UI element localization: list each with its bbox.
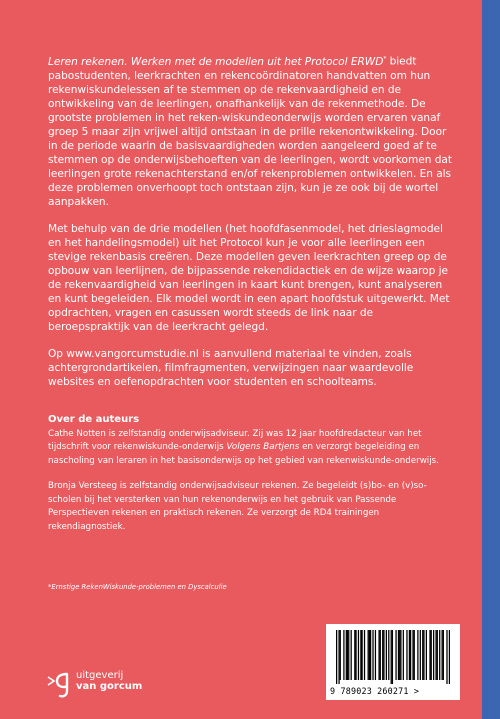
barcode-bar (437, 630, 438, 680)
barcode-bar (439, 630, 440, 680)
barcode-bar (347, 630, 348, 680)
barcode-bar (372, 630, 373, 680)
blurb-paragraph-2: Met behulp van de drie modellen (het hoofdfasenmodel, het drieslagmodel en het handelingsmodel) uit het Protocol kun je voor alle leerlingen een stevige rekenbasis creëren. Deze modellen geven leerkrachten greep op de opbouw van leerlijnen, de bijpassende rekendidactiek en de wijze waarop je de rekenvaardigheid van leerlingen in kaart kunt brengen, kunt analyseren en kunt begeleiden. Elk model wordt in een apart hoofdstuk uitgewerkt. Met opdrachten, vragen en casussen wordt steeds de link naar de beroepspraktijk van de leerkracht gelegd. (48, 222, 450, 333)
barcode-bar (410, 630, 411, 680)
barcode-bar (392, 630, 393, 684)
blurb (48, 52, 458, 389)
barcode-bar (391, 630, 392, 684)
barcode-bar (338, 630, 339, 684)
spine-strip (482, 0, 500, 719)
barcode-bar (399, 630, 400, 680)
footnote: *Ernstige RekenWiskunde-problemen en Dyscalculie (48, 583, 227, 591)
publisher-logo-icon (46, 664, 72, 698)
barcode-bar (414, 630, 415, 680)
barcode-bar (380, 630, 381, 680)
publisher-logo (46, 664, 142, 698)
about-authors (48, 413, 458, 535)
barcode-bar (351, 630, 352, 680)
isbn-barcode (326, 624, 460, 700)
barcode-bar (398, 630, 399, 680)
isbn-number: 9 789023 260271 > (330, 686, 420, 696)
barcode-bar (336, 630, 337, 684)
barcode-bar (443, 630, 444, 680)
barcode-bar (354, 630, 355, 680)
barcode-bar (382, 630, 383, 680)
barcode-bar (340, 630, 341, 680)
barcode-bar (426, 630, 427, 680)
barcode-bar (435, 630, 436, 680)
magazine-title: Volgens Bartjens (226, 442, 300, 453)
barcode-bar (431, 630, 432, 680)
book-title-italic: Leren rekenen. Werken met de modellen uit het Protocol ERWD* (48, 55, 387, 68)
back-cover-text (48, 52, 458, 546)
barcode-bar (420, 630, 421, 680)
barcode-bar (378, 630, 379, 680)
barcode-bar (360, 630, 361, 680)
author-1-bio: Cathe Notten is zelfstandig onderwijsadviseur. Zij was 12 jaar hoofdredacteur van het tijdschrift voor rekenwiskunde-onderwijs Volgens Bartjens en verzorgt begeleiding en nascholing van leraren in het basisonderwijs op het gebied van rekenwiskunde-onderwijs. (48, 428, 439, 466)
barcode-bar (412, 630, 413, 680)
barcode-bar (369, 630, 370, 680)
barcode-bar (361, 630, 362, 680)
blurb-paragraph-1 (48, 52, 458, 209)
barcode-bar (449, 630, 450, 684)
barcode-bar (442, 630, 443, 680)
barcode-bar (395, 630, 396, 680)
author-2-bio: Bronja Versteeg is zelfstandig onderwijsadviseur rekenen. Ze begeleidt (s)bo- en (v)so-scholen bij het versterken van hun rekenonderwijs en het gebruik van Passende Perspectieven rekenen en praktisch rekenen. Ze verzorgt de RD4 trainingen rekendiagnostiek. (48, 481, 427, 532)
footnote-mark: * (383, 55, 387, 62)
barcode-bar (429, 630, 430, 680)
barcode-bar (343, 630, 344, 680)
barcode-bar (386, 630, 387, 680)
publisher-name-line-1: uitgeverij (76, 670, 124, 681)
barcode-bar (422, 630, 423, 680)
barcode-bar (358, 630, 359, 680)
barcode-bar (423, 630, 424, 680)
barcode-bar (370, 630, 371, 680)
publisher-name (76, 670, 142, 692)
publisher-name-line-2: van gorcum (76, 681, 143, 692)
barcode-bar (375, 630, 376, 680)
barcode-bar (383, 630, 384, 680)
barcode-bars (336, 630, 450, 684)
barcode-bar (400, 630, 401, 680)
barcode-bar (433, 630, 434, 680)
barcode-bar (388, 630, 389, 680)
authors-heading: Over de auteurs (48, 413, 140, 425)
barcode-bar (403, 630, 404, 680)
barcode-bar (417, 630, 418, 680)
barcode-bar (364, 630, 365, 680)
blurb-paragraph-3: Op www.vangorcumstudie.nl is aanvullend materiaal te vinden, zoals achtergrondartikelen, filmfragmenten, verwijzingen naar waardevolle websites en oefenopdrachten voor studenten en schoolteams. (48, 347, 414, 388)
barcode-bar (409, 630, 410, 680)
barcode-bar (346, 630, 347, 680)
barcode-bar (368, 630, 369, 680)
barcode-bar (348, 630, 349, 680)
blurb-paragraph-1-body: biedt pabostudenten, leerkrachten en rekencoördinatoren handvatten om hun rekenwiskundelessen af te stemmen op de rekenvaardigheid en de ontwikkeling van de leerlingen, onafhankelijk van de rekenmethode. De grootste problemen in het reken-wiskundeonderwijs worden ervaren vanaf groep 5 maar zijn vrijwel altijd ontstaan in de prille rekenontwikkeling. Door in de periode waarin de basisvaardigheden worden aangeleerd goed af te stemmen op de onderwijsbehoeften van de leerlingen, wordt voorkomen dat leerlingen grote rekenachterstand en/of rekenproblemen ontwikkelen. En als deze problemen onverhoopt toch ontstaan zijn, kun je ze ook bij de wortel aanpakken. (48, 55, 452, 208)
barcode-bar (446, 630, 447, 684)
barcode-bar (406, 630, 407, 680)
barcode-bar (355, 630, 356, 680)
